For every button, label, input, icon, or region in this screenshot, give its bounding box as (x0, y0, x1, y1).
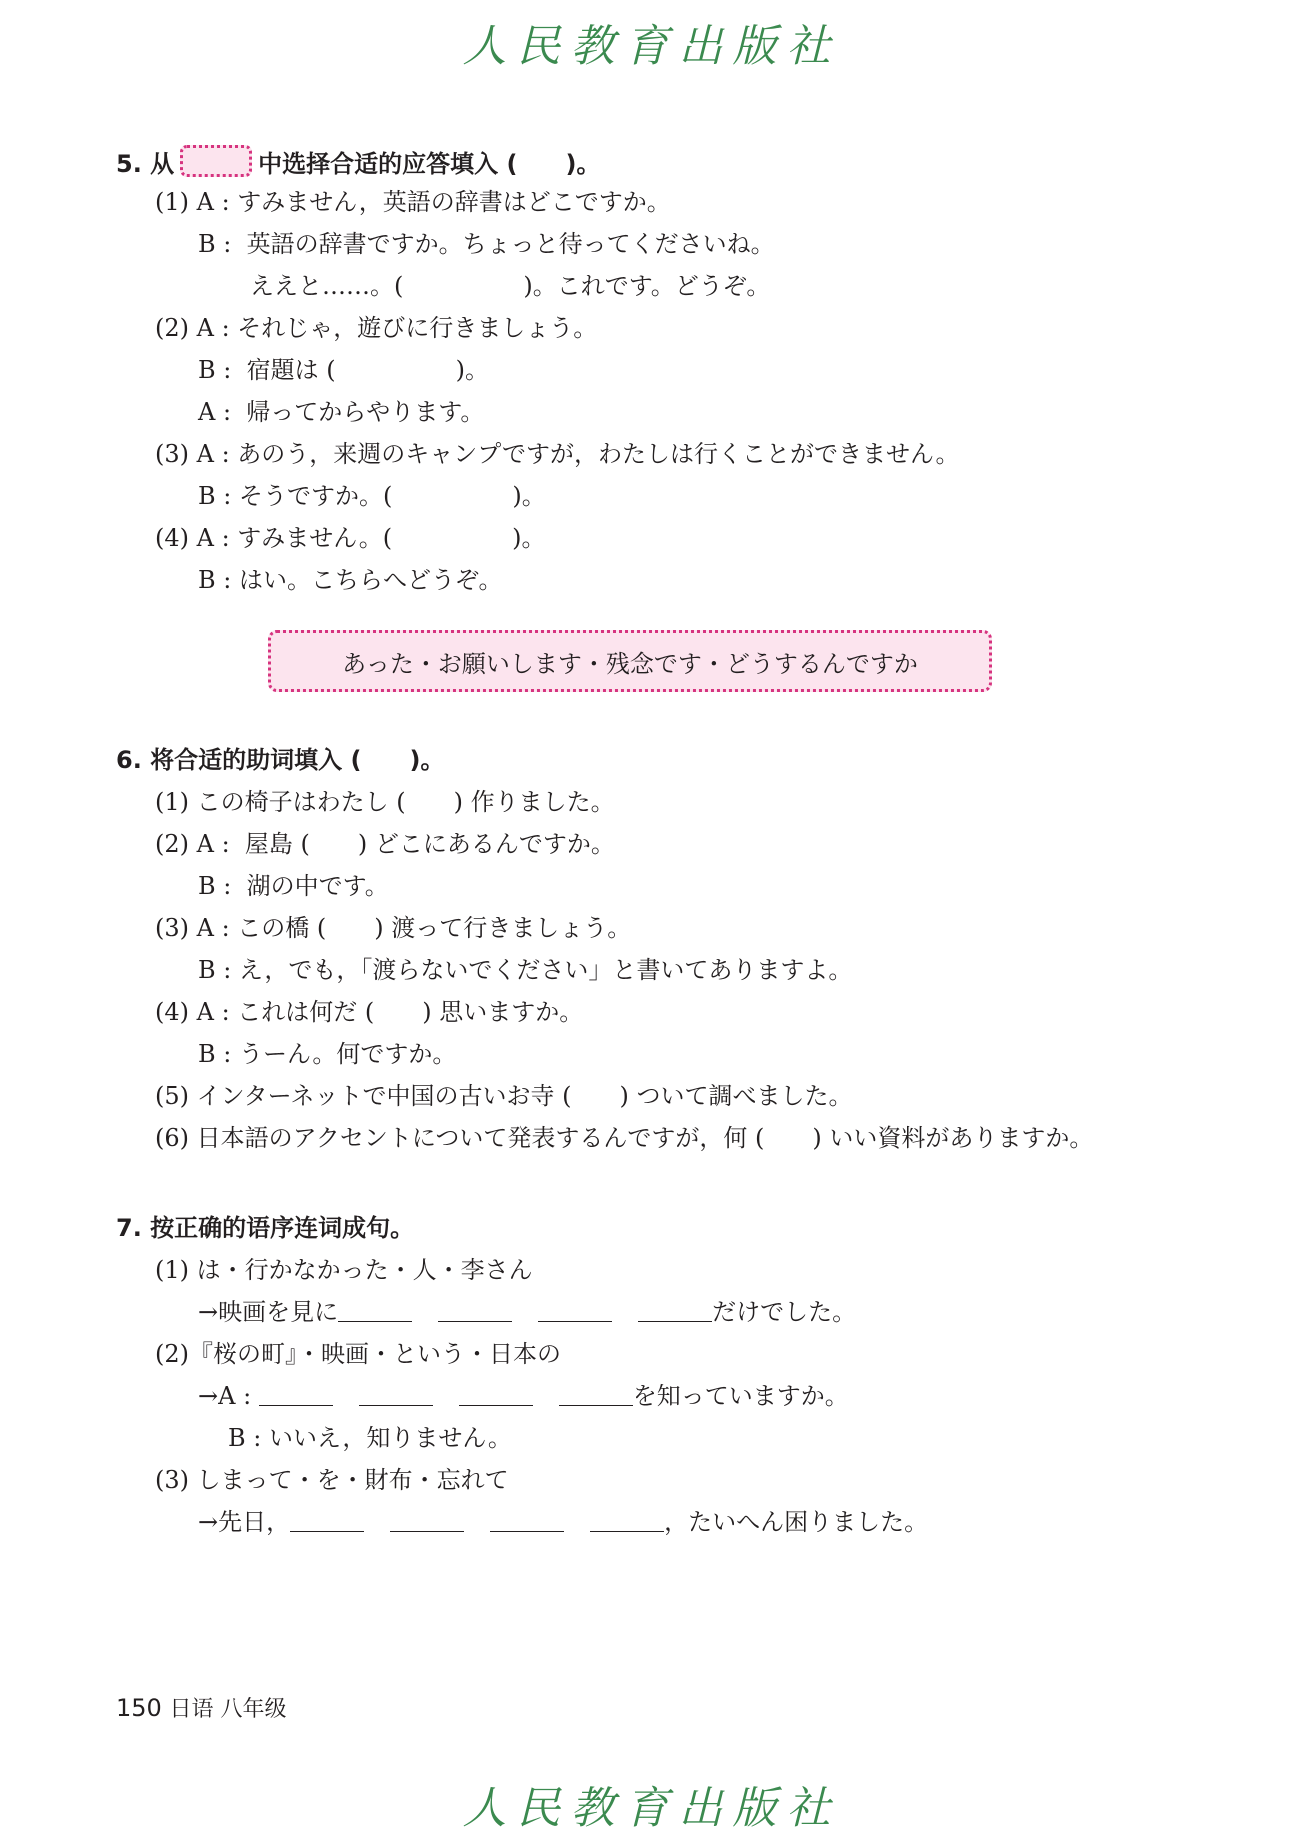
answer-blank[interactable] (359, 1383, 433, 1406)
s5-q2-a: (2) A : それじゃ，遊びに行きましょう。 (155, 314, 598, 342)
answer-blank[interactable] (490, 1509, 564, 1532)
page-footer (116, 1692, 286, 1723)
s6-q1: (1) この椅子はわたし ( ) 作りました。 (155, 788, 615, 816)
answer-blank[interactable] (438, 1299, 512, 1322)
answer-blank[interactable] (590, 1509, 664, 1532)
s7-q2-b: B : いいえ，知りません。 (228, 1424, 512, 1452)
s6-q3-b: B : え，でも，「渡らないでください」と書いてありますよ。 (198, 956, 853, 984)
s7-q2-answer: →A : を知っていますか。 (198, 1382, 849, 1410)
s5-q1-c: ええと……。( )。これです。どうぞ。 (250, 272, 771, 300)
answer-blank[interactable] (638, 1299, 712, 1322)
pink-box-icon (180, 145, 252, 177)
answer-blank[interactable] (538, 1299, 612, 1322)
s7-q3-answer: →先日， ，たいへん困りました。 (198, 1508, 929, 1536)
s5-q3-a: (3) A : あのう，来週のキャンプですが，わたしは行くことができません。 (155, 440, 960, 468)
publisher-logo-bottom: 人民教育出版社 (462, 1783, 841, 1834)
s7-q1-answer: →映画を見に だけでした。 (198, 1298, 857, 1326)
choices-text: あった・お願いします・残念です・どうするんですか (342, 649, 918, 678)
s5-q2-b: B : 宿題は ( )。 (198, 356, 489, 384)
choices-box (268, 630, 992, 692)
answer-blank[interactable] (259, 1383, 333, 1406)
s6-q2-b: B : 湖の中です。 (198, 872, 389, 900)
s7-q1: (1) は・行かなかった・人・李さん (155, 1256, 533, 1284)
s6-q4-a: (4) A : これは何だ ( ) 思いますか。 (155, 998, 584, 1026)
s5-q2-c: A : 帰ってからやります。 (198, 398, 485, 426)
section-5-heading: 5. 从 中选择合适的应答填入 ( )。 (116, 145, 600, 180)
page-number: 150 (116, 1694, 162, 1722)
s5-q4-b: B : はい。こちらへどうぞ。 (198, 566, 503, 594)
section-6-heading: 6. 将合适的助词填入 ( )。 (116, 746, 445, 774)
s6-q5: (5) インターネットで中国の古いお寺 ( ) ついて調べました。 (155, 1082, 853, 1110)
answer-blank[interactable] (338, 1299, 412, 1322)
s7-q2: (2)『桜の町』・映画・という・日本の (155, 1340, 561, 1368)
section-7-heading: 7. 按正确的语序连词成句。 (116, 1214, 415, 1242)
publisher-logo-top: 人民教育出版社 (462, 21, 841, 72)
s5-q1-a: (1) A : すみません，英語の辞書はどこですか。 (155, 188, 671, 216)
s6-q3-a: (3) A : この橋 ( ) 渡って行きましょう。 (155, 914, 632, 942)
s6-q2-a: (2) A : 屋島 ( ) どこにあるんですか。 (155, 830, 615, 858)
book-title: 日语 八年级 (169, 1697, 287, 1722)
answer-blank[interactable] (559, 1383, 633, 1406)
answer-blank[interactable] (459, 1383, 533, 1406)
s6-q4-b: B : うーん。何ですか。 (198, 1040, 457, 1068)
s5-q3-b: B : そうですか。( )。 (198, 482, 546, 510)
s7-q3: (3) しまって・を・財布・忘れて (155, 1466, 509, 1494)
s5-q4-a: (4) A : すみません。( )。 (155, 524, 546, 552)
s6-q6: (6) 日本語のアクセントについて発表するんですが，何 ( ) いい資料がありますか。 (155, 1124, 1094, 1152)
s5-q1-b: B : 英語の辞書ですか。ちょっと待ってくださいね。 (198, 230, 775, 258)
answer-blank[interactable] (390, 1509, 464, 1532)
answer-blank[interactable] (290, 1509, 364, 1532)
